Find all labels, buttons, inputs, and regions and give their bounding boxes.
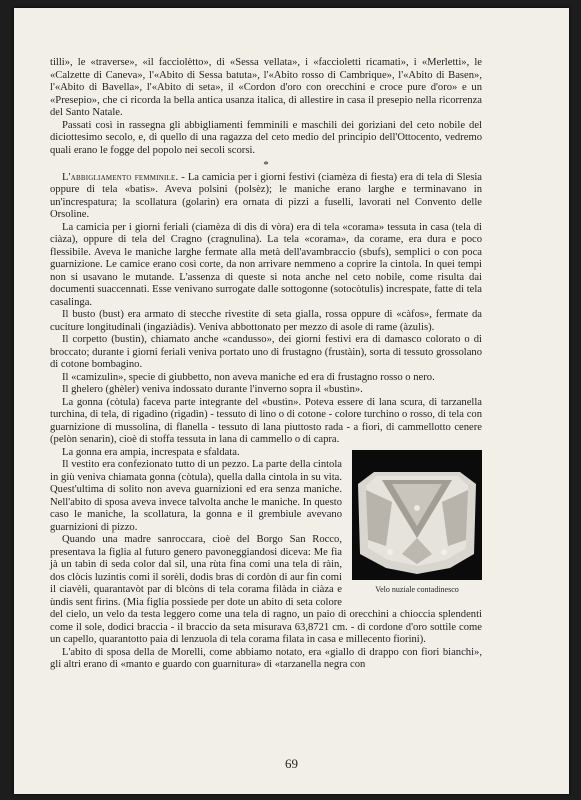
section-heading: L'abbigliamento femminile. (62, 171, 179, 183)
paragraph: La camicia per i giorni feriali (ciamèza di dìs di vòra) era di tela «corama» tessuta in casa (tela di ciàza), oppure di tela del Cragno (cragnulìna). La tela «corama», da corame, era dura e poco flessibile. Aveva le maniche larghe fermate alla metà dell'avambraccio (sbufs), semplici o con poca guarnizione. Le camice erano così corte, da non arrivare nemmeno a coprire la cintola. In quei tempi non si usavano le mutande. L'assenza di queste si nota anche nel ceto nobile, come risulta dai documenti suaccennati. Esse venivano surrogate dalle sottogonne (sotocòtulis) increspate, fatte di tela casalinga. (50, 221, 482, 308)
bridal-veil-photo (352, 450, 482, 580)
section-separator: * (263, 159, 269, 171)
figure (352, 450, 482, 597)
paragraph: Il «camizulìn», specie di giubbetto, non aveva maniche ed era di frustagno rosso o nero. (62, 371, 435, 383)
figure-caption: Velo nuziale contadinesco (375, 584, 459, 594)
paragraph: Il corpetto (bustìn), chiamato anche «candusso», dei giorni festivi era di damasco colorato o di broccato; durante i giorni feriali veniva portato uno di frustagno (frustàin), sorta di tessuto grossolano di cotone bombagino. (50, 334, 482, 370)
paragraph: La gonna (còtula) faceva parte integrante del «bustìn». Poteva essere di lana scura, di tarzanella turchina, di tela, di rigadino (rigadìn) - tessuto di lino o di cotone - colore turchino o rosso, di tela con guarnizione di mussolina, di flanella - tessuto di lana piuttosto rada - a fiori, di cammellotto cenere (pelòn senarìn), cioè di stoffa tessuta in lana di cammello o di capra. (50, 396, 482, 445)
body-text (50, 57, 482, 672)
paragraph: Quando una madre sanroccara, cioè del Borgo San Rocco, presentava la figlia al futuro genero pavoneggiandosi diceva: Me fia jà un tabìn di seda color dal sil, una rùta fina comi una tela di ràin, dos clòcis luzintis comi il sorèli, dodis bras di cordòn di aur fin comi il ciavèli, quarantavòt par di blcòns di tela corama filàda in ciàza e ùndis sent fìrins. (Mia figlia possiede per dote un abito di seta colore del cielo, un velo da testa leggero come una tela di ragno, un paio di orecchini a chioccia splendenti come il sole, dodici braccia - il braccio da seta misurava 63,8721 cm. - di cordone d'oro sottile come un capello, quarantotto paia di lenzuola di tela corama filata in casa e millecento fiorini). (50, 534, 482, 645)
veil-illustration (352, 450, 482, 580)
paragraph: Il ghelero (ghèler) veniva indossato durante l'inverno sopra il «bustìn». (62, 384, 363, 395)
paragraph: tilli», le «traverse», «il facciolètto», di «Sessa vellata», i «faccioletti ricamati», i «Merletti», le «Calzette di Caneva», l'«Abito di Sessa batuta», l'«Abito rosso di Cambrique», l'«Abito di Basen», l'«Abito di Bavella», l'«Abito di seta», il «Cordon d'oro con orecchini e croce pure d'oro» e un «Presepio», che ci ricorda la bella antica usanza italica, di allestire in casa il presepio nella ricorrenza del Santo Natale. (50, 57, 482, 118)
paragraph: Passati così in rassegna gli abbigliamenti femminili e maschili dei goriziani del ceto nobile del diciottesimo secolo, e, di quello di una ragazza del ceto medio del principio dell'Ottocento, vedremo quali erano le fogge del popolo nei secoli scorsi. (50, 119, 482, 156)
paragraph: Il vestito era confezionato tutto di un pezzo. La parte della cintola in giù veniva chiamata gonna (còtula), quella dalla cintola in su vita. Quest'ultima di solito non aveva guarnizioni ed era senza maniche. Nell'abito di sposa aveva invece talvolta anche le maniche. In questo caso le maniche, la scollatura, la gonna e il grembiule avevano guarnizioni di pizzo. (50, 459, 342, 533)
paragraph: L'abito di sposa della de Morelli, come abbiamo notato, era «giallo di drappo con fiori bianchi», gli altri erano di «manto e guardo con guarnitura» di «tarzanella negra con (50, 646, 482, 670)
paragraph-text: - La camicia per i giorni festivi (ciamèza di fiesta) era di tela di Slesia oppure di tela «batis». Aveva polsini (polsèz); le maniche erano larghe e terminavano in un'increspatura; la scollatura (golarìn) era ornata di pizzi a fuselli, lavorati nel Convento delle Orsoline. (50, 171, 482, 220)
page-number: 69 (285, 756, 298, 771)
paragraph: Il busto (bust) era armato di stecche rivestite di seta gialla, rossa oppure di «càfos», fermate da cuciture longitudinali (ingaziàdis). Veniva abbottonato per mezzo di asole di rame (àzulis). (50, 309, 482, 333)
paragraph: La gonna era ampia, increspata e sfaldata. (62, 446, 240, 458)
book-page (14, 8, 569, 794)
paragraph (50, 172, 482, 222)
